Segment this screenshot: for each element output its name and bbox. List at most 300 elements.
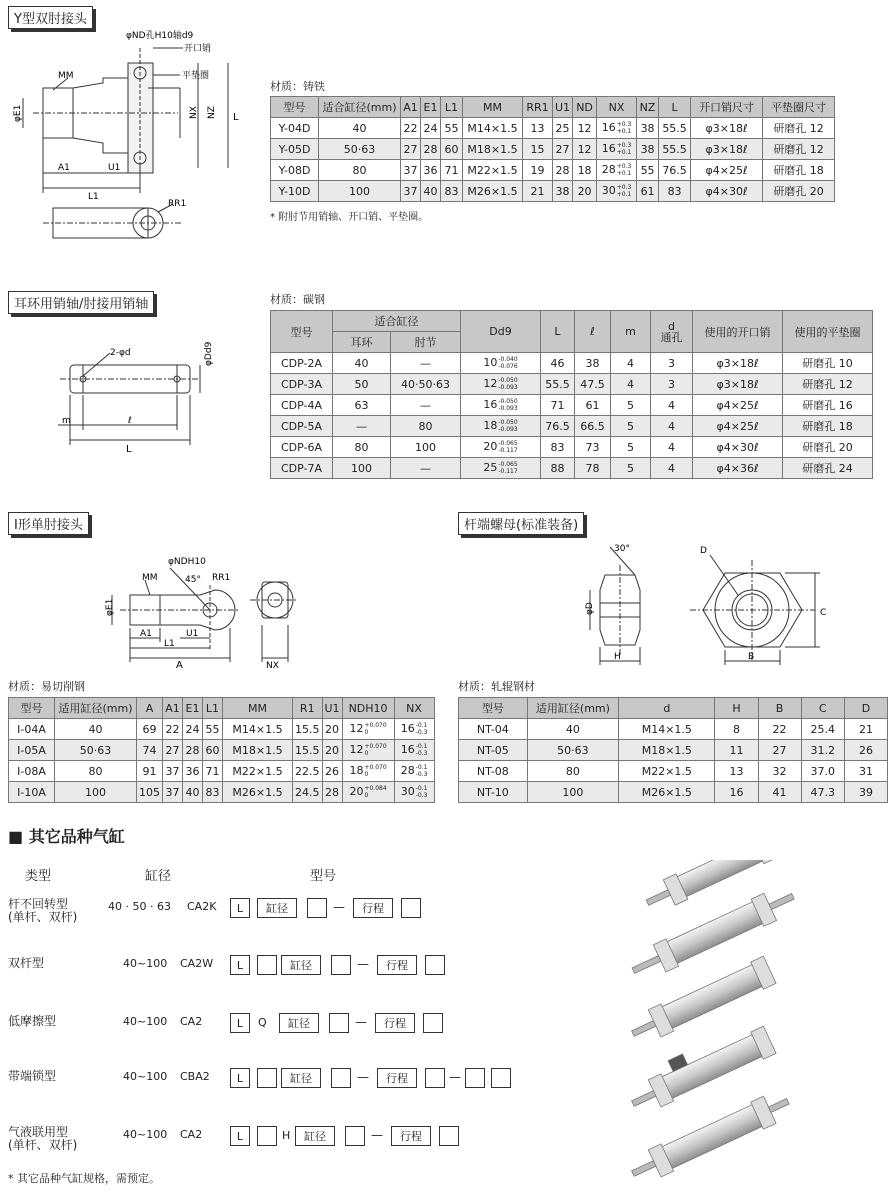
table-cell: 40 xyxy=(333,353,391,374)
i-h-5: L1 xyxy=(203,698,223,719)
code-box: 行程 xyxy=(375,1013,415,1033)
code-box: 缸径 xyxy=(257,898,297,918)
table-cell: 37 xyxy=(163,782,183,803)
i-h-8: U1 xyxy=(322,698,342,719)
y-label-washer: 平垫圈 xyxy=(182,71,210,81)
table-cell: φ3×18ℓ xyxy=(691,118,763,139)
code-box xyxy=(425,1068,445,1088)
table-cell: M22×1.5 xyxy=(223,761,293,782)
table-cell: 100 xyxy=(391,437,461,458)
table-cell: 40 xyxy=(421,181,441,202)
table-cell: 28 xyxy=(322,782,342,803)
table-cell: 5 xyxy=(611,437,651,458)
i-label-mm: MM xyxy=(142,573,158,583)
pin-title: 耳环用销轴/肘接用销轴 xyxy=(8,291,154,314)
dash: — xyxy=(371,1128,383,1142)
code-box xyxy=(331,1068,351,1088)
table-cell: 16 xyxy=(715,782,758,803)
table-cell: 16 -0.1 -0.3 xyxy=(394,719,434,740)
other-code: CBA2 xyxy=(180,1070,210,1083)
table-cell: φ4×36ℓ xyxy=(693,458,783,479)
table-cell: 71 xyxy=(203,761,223,782)
table-cell: 25 -0.065 -0.117 xyxy=(461,458,541,479)
table-cell: 22 xyxy=(758,719,801,740)
table-cell: 26 xyxy=(322,761,342,782)
y-label-rr1: RR1 xyxy=(168,199,187,209)
table-cell: 41 xyxy=(758,782,801,803)
table-cell: — xyxy=(391,395,461,416)
y-h-6: RR1 xyxy=(523,97,553,118)
table-cell: 16 -0.1 -0.3 xyxy=(394,740,434,761)
i-h-3: A1 xyxy=(163,698,183,719)
table-cell: 13 xyxy=(715,761,758,782)
table-row xyxy=(271,374,873,395)
table-cell: 28 +0.3 +0.1 xyxy=(597,160,637,181)
table-cell: 37 xyxy=(401,181,421,202)
table-row xyxy=(9,761,435,782)
table-cell: 8 xyxy=(715,719,758,740)
i-h-4: E1 xyxy=(183,698,203,719)
table-row xyxy=(459,761,888,782)
table-cell: 26 xyxy=(844,740,887,761)
table-cell: 60 xyxy=(203,740,223,761)
table-cell: 12 +0.070 0 xyxy=(342,719,394,740)
code-box xyxy=(329,1013,349,1033)
table-cell: CDP-3A xyxy=(271,374,333,395)
table-cell: 研磨孔 12 xyxy=(763,118,835,139)
table-cell: φ4×30ℓ xyxy=(693,437,783,458)
y-h-0: 型号 xyxy=(271,97,319,118)
table-cell: M18×1.5 xyxy=(619,740,715,761)
table-cell: — xyxy=(333,416,391,437)
y-label-l1: L1 xyxy=(88,192,99,202)
pin-h-dd9: Dd9 xyxy=(461,311,541,353)
table-cell: 28 xyxy=(553,160,573,181)
table-cell: CDP-6A xyxy=(271,437,333,458)
code-box xyxy=(345,1126,365,1146)
pin-label-l: L xyxy=(126,444,132,455)
table-cell: 55 xyxy=(637,160,659,181)
table-cell: 80 xyxy=(527,761,618,782)
table-cell: 80 xyxy=(333,437,391,458)
i-h-10: NX xyxy=(394,698,434,719)
pin-h-cotter: 使用的开口销 xyxy=(693,311,783,353)
table-cell: 63 xyxy=(333,395,391,416)
i-label-rr1: RR1 xyxy=(212,573,231,583)
nut-h-5: C xyxy=(801,698,844,719)
other-bore: 40~100 xyxy=(123,1128,168,1141)
table-cell: 研磨孔 18 xyxy=(763,160,835,181)
code-box xyxy=(257,1126,277,1146)
table-cell: 50·63 xyxy=(527,740,618,761)
pin-h-elbow: 肘节 xyxy=(391,332,461,353)
table-cell: 55.5 xyxy=(659,118,691,139)
table-cell: 研磨孔 16 xyxy=(783,395,873,416)
table-cell: 研磨孔 20 xyxy=(763,181,835,202)
code-box xyxy=(465,1068,485,1088)
table-cell: 36 xyxy=(421,160,441,181)
i-joint-table xyxy=(8,697,435,803)
table-cell: 78 xyxy=(575,458,611,479)
other-bore: 40~100 xyxy=(123,957,168,970)
table-cell: 5 xyxy=(611,395,651,416)
dash: — xyxy=(449,1070,461,1084)
y-h-9: NX xyxy=(597,97,637,118)
table-cell: 11 xyxy=(715,740,758,761)
code-box xyxy=(491,1068,511,1088)
table-cell: — xyxy=(391,353,461,374)
table-cell: 36 xyxy=(183,761,203,782)
table-cell: M26×1.5 xyxy=(463,181,523,202)
table-cell: 40 xyxy=(527,719,618,740)
other-bore: 40~100 xyxy=(123,1070,168,1083)
other-col-model: 型号 xyxy=(310,869,337,884)
table-cell: 24.5 xyxy=(293,782,323,803)
table-cell: 4 xyxy=(651,395,693,416)
table-cell: 22.5 xyxy=(293,761,323,782)
table-cell: 30 -0.1 -0.3 xyxy=(394,782,434,803)
y-label-mm: MM xyxy=(58,71,74,81)
i-label-e1: φE1 xyxy=(105,598,115,616)
table-row xyxy=(271,160,835,181)
table-cell: 18 -0.050 -0.093 xyxy=(461,416,541,437)
nut-h-0: 型号 xyxy=(459,698,528,719)
table-cell: 66.5 xyxy=(575,416,611,437)
table-cell: 37 xyxy=(163,761,183,782)
table-cell: 20 xyxy=(322,719,342,740)
y-label-l: L xyxy=(233,112,239,123)
y-h-10: NZ xyxy=(637,97,659,118)
code-box: 缸径 xyxy=(281,1068,321,1088)
other-code: CA2W xyxy=(180,957,214,970)
pin-label-ell: ℓ xyxy=(128,416,132,426)
i-label-l1: L1 xyxy=(164,639,175,649)
pin-table xyxy=(270,310,873,479)
table-cell: M14×1.5 xyxy=(463,118,523,139)
table-cell: M22×1.5 xyxy=(619,761,715,782)
table-cell: 50·63 xyxy=(55,740,137,761)
table-cell: 83 xyxy=(203,782,223,803)
y-h-5: MM xyxy=(463,97,523,118)
pin-label-2d: 2-φd xyxy=(110,348,131,358)
table-cell: 46 xyxy=(541,353,575,374)
y-h-1: 适合缸径(mm) xyxy=(319,97,401,118)
table-cell: 80 xyxy=(391,416,461,437)
table-cell: 12 xyxy=(573,118,597,139)
i-joint-drawing xyxy=(90,550,300,675)
code-box xyxy=(439,1126,459,1146)
table-cell: 20 xyxy=(573,181,597,202)
i-label-a1: A1 xyxy=(140,629,152,639)
other-note: * 其它品种气缸规格，需预定。 xyxy=(8,1172,160,1185)
i-label-a: A xyxy=(176,660,183,671)
table-cell: M26×1.5 xyxy=(619,782,715,803)
dash: — xyxy=(355,1015,367,1029)
pin-h-d: d 通孔 xyxy=(651,311,693,353)
table-cell: 55.5 xyxy=(659,139,691,160)
table-cell: 37.0 xyxy=(801,761,844,782)
table-cell: M14×1.5 xyxy=(223,719,293,740)
table-row xyxy=(271,118,835,139)
other-type: 杆不回转型 (单杆、双杆) xyxy=(8,897,78,924)
nut-h-4: B xyxy=(758,698,801,719)
table-row xyxy=(271,458,873,479)
table-cell: I-05A xyxy=(9,740,55,761)
nut-material: 材质：轧辊钢材 xyxy=(458,680,535,693)
table-cell: 研磨孔 18 xyxy=(783,416,873,437)
nut-label-c: C xyxy=(820,608,827,618)
other-title: ■ 其它品种气缸 xyxy=(8,827,125,846)
table-cell: 37 xyxy=(401,160,421,181)
table-cell: 55 xyxy=(441,118,463,139)
y-label-a1: A1 xyxy=(58,163,70,173)
table-cell: 4 xyxy=(651,458,693,479)
table-cell: 40 xyxy=(55,719,137,740)
i-label-nx: NX xyxy=(266,661,279,671)
table-cell: 22 xyxy=(163,719,183,740)
pin-h-m: m xyxy=(611,311,651,353)
other-type: 双杆型 xyxy=(8,956,45,970)
table-cell: φ4×30ℓ xyxy=(691,181,763,202)
nut-label-b: B xyxy=(748,652,755,662)
table-cell: NT-04 xyxy=(459,719,528,740)
table-cell: 5 xyxy=(611,458,651,479)
table-cell: 100 xyxy=(319,181,401,202)
other-code: CA2 xyxy=(180,1015,203,1028)
table-cell: I-10A xyxy=(9,782,55,803)
y-label-pin: 开口销 xyxy=(184,44,212,54)
code-box: L xyxy=(230,898,250,918)
table-cell: 24 xyxy=(421,118,441,139)
table-cell: 22 xyxy=(401,118,421,139)
table-cell: M14×1.5 xyxy=(619,719,715,740)
table-cell: 100 xyxy=(333,458,391,479)
table-cell: I-04A xyxy=(9,719,55,740)
pin-h-l: L xyxy=(541,311,575,353)
i-label-u1: U1 xyxy=(186,629,199,639)
i-label-angle: 45° xyxy=(185,575,201,585)
table-cell: φ4×25ℓ xyxy=(691,160,763,181)
table-cell: 12 +0.070 0 xyxy=(342,740,394,761)
table-cell: 47.3 xyxy=(801,782,844,803)
table-cell: 15.5 xyxy=(293,719,323,740)
cylinder-photo xyxy=(625,860,810,1190)
y-h-8: ND xyxy=(573,97,597,118)
nut-label-dd: D xyxy=(700,546,707,556)
table-cell: 40 xyxy=(319,118,401,139)
i-h-6: MM xyxy=(223,698,293,719)
table-cell: 24 xyxy=(183,719,203,740)
pin-h-bore: 适合缸径 xyxy=(333,311,461,332)
pin-h-ear: 耳环 xyxy=(333,332,391,353)
code-q: Q xyxy=(258,1016,267,1029)
dash: — xyxy=(357,1070,369,1084)
table-cell: 55 xyxy=(203,719,223,740)
table-row xyxy=(271,353,873,374)
table-cell: Y-08D xyxy=(271,160,319,181)
y-joint-table xyxy=(270,96,835,202)
table-cell: φ3×18ℓ xyxy=(693,353,783,374)
other-type: 带端锁型 xyxy=(8,1069,57,1083)
table-cell: 16 +0.3 +0.1 xyxy=(597,118,637,139)
code-h: H xyxy=(282,1129,291,1142)
table-row xyxy=(271,437,873,458)
table-cell: 31.2 xyxy=(801,740,844,761)
i-h-9: NDH10 xyxy=(342,698,394,719)
pin-label-m: m xyxy=(62,416,71,426)
table-cell: 13 xyxy=(523,118,553,139)
y-label-u1: U1 xyxy=(108,163,121,173)
table-cell: 47.5 xyxy=(575,374,611,395)
other-col-type: 类型 xyxy=(25,869,52,884)
table-cell: 74 xyxy=(137,740,163,761)
table-cell: 3 xyxy=(651,374,693,395)
y-h-4: L1 xyxy=(441,97,463,118)
table-cell: 31 xyxy=(844,761,887,782)
y-label-e1: φE1 xyxy=(13,104,23,122)
code-box: 行程 xyxy=(353,898,393,918)
table-cell: M26×1.5 xyxy=(223,782,293,803)
i-h-1: 适用缸径(mm) xyxy=(55,698,137,719)
table-cell: 12 -0.050 -0.093 xyxy=(461,374,541,395)
table-cell: 30 +0.3 +0.1 xyxy=(597,181,637,202)
y-label-nz: NZ xyxy=(207,106,217,119)
table-cell: 研磨孔 12 xyxy=(783,374,873,395)
table-cell: 4 xyxy=(611,374,651,395)
table-cell: 40 xyxy=(183,782,203,803)
table-cell: M22×1.5 xyxy=(463,160,523,181)
table-row xyxy=(459,782,888,803)
y-joint-title: Y型双肘接头 xyxy=(8,6,93,29)
table-row xyxy=(271,139,835,160)
table-cell: 27 xyxy=(163,740,183,761)
code-box xyxy=(425,955,445,975)
table-cell: 32 xyxy=(758,761,801,782)
table-cell: 55.5 xyxy=(541,374,575,395)
i-label-nd: φNDH10 xyxy=(168,557,206,567)
table-cell: 5 xyxy=(611,416,651,437)
table-cell: 20 -0.065 -0.117 xyxy=(461,437,541,458)
table-cell: 80 xyxy=(319,160,401,181)
code-box xyxy=(423,1013,443,1033)
table-cell: 83 xyxy=(659,181,691,202)
table-cell: φ3×18ℓ xyxy=(691,139,763,160)
table-cell: 28 -0.1 -0.3 xyxy=(394,761,434,782)
code-box: 缸径 xyxy=(281,955,321,975)
code-box xyxy=(257,1068,277,1088)
table-cell: 15 xyxy=(523,139,553,160)
table-cell: 38 xyxy=(637,139,659,160)
table-cell: 69 xyxy=(137,719,163,740)
code-box: 缸径 xyxy=(279,1013,319,1033)
table-cell: 20 +0.084 0 xyxy=(342,782,394,803)
nut-h-3: H xyxy=(715,698,758,719)
code-box xyxy=(257,955,277,975)
y-label-nd: φND孔H10轴d9 xyxy=(126,31,194,41)
i-joint-material: 材质：易切削钢 xyxy=(8,680,85,693)
table-cell: 76.5 xyxy=(541,416,575,437)
table-cell: 83 xyxy=(541,437,575,458)
nut-label-angle: 30° xyxy=(614,544,630,554)
table-cell: 91 xyxy=(137,761,163,782)
table-row xyxy=(9,782,435,803)
code-box: L xyxy=(230,1068,250,1088)
table-cell: 16 -0.050 -0.093 xyxy=(461,395,541,416)
table-row xyxy=(9,740,435,761)
dash: — xyxy=(333,900,345,914)
table-cell: 4 xyxy=(651,437,693,458)
table-cell: 61 xyxy=(637,181,659,202)
table-cell: 38 xyxy=(575,353,611,374)
code-box xyxy=(401,898,421,918)
table-row xyxy=(9,719,435,740)
table-cell: 12 xyxy=(573,139,597,160)
y-h-7: U1 xyxy=(553,97,573,118)
table-cell: 39 xyxy=(844,782,887,803)
table-cell: 71 xyxy=(441,160,463,181)
other-bore: 40~100 xyxy=(123,1015,168,1028)
table-cell: 21 xyxy=(844,719,887,740)
nut-title: 杆端螺母(标准装备) xyxy=(458,512,584,535)
nut-drawing xyxy=(580,535,870,670)
table-cell: 40·50·63 xyxy=(391,374,461,395)
other-col-bore: 缸径 xyxy=(145,869,172,884)
y-joint-material: 材质：铸铁 xyxy=(270,80,325,93)
y-joint-drawing xyxy=(8,28,263,268)
i-h-2: A xyxy=(137,698,163,719)
pin-h-ell: ℓ xyxy=(575,311,611,353)
table-cell: CDP-5A xyxy=(271,416,333,437)
dash: — xyxy=(357,957,369,971)
table-cell: CDP-7A xyxy=(271,458,333,479)
table-cell: 18 +0.070 0 xyxy=(342,761,394,782)
other-code: CA2K xyxy=(187,900,217,913)
code-box: L xyxy=(230,1013,250,1033)
table-cell: 研磨孔 24 xyxy=(783,458,873,479)
table-cell: 19 xyxy=(523,160,553,181)
code-box: 行程 xyxy=(377,955,417,975)
y-h-2: A1 xyxy=(401,97,421,118)
y-h-13: 平垫圈尺寸 xyxy=(763,97,835,118)
pin-material: 材质：碳钢 xyxy=(270,293,325,306)
table-cell: CDP-2A xyxy=(271,353,333,374)
nut-h-2: d xyxy=(619,698,715,719)
nut-h-6: D xyxy=(844,698,887,719)
table-cell: 研磨孔 10 xyxy=(783,353,873,374)
table-row xyxy=(459,719,888,740)
table-cell: 50·63 xyxy=(319,139,401,160)
table-cell: 80 xyxy=(55,761,137,782)
pin-drawing xyxy=(50,335,225,455)
table-cell: 83 xyxy=(441,181,463,202)
table-cell: 4 xyxy=(611,353,651,374)
table-cell: I-08A xyxy=(9,761,55,782)
table-cell: NT-05 xyxy=(459,740,528,761)
code-box xyxy=(331,955,351,975)
table-cell: M18×1.5 xyxy=(463,139,523,160)
table-cell: NT-08 xyxy=(459,761,528,782)
pin-label-dd9: φDd9 xyxy=(204,341,214,366)
table-cell: 研磨孔 12 xyxy=(763,139,835,160)
table-cell: 4 xyxy=(651,416,693,437)
pin-h-model: 型号 xyxy=(271,311,333,353)
table-cell: 73 xyxy=(575,437,611,458)
code-box xyxy=(307,898,327,918)
table-cell: 76.5 xyxy=(659,160,691,181)
other-type: 低摩擦型 xyxy=(8,1014,57,1028)
table-cell: — xyxy=(391,458,461,479)
table-cell: 20 xyxy=(322,740,342,761)
